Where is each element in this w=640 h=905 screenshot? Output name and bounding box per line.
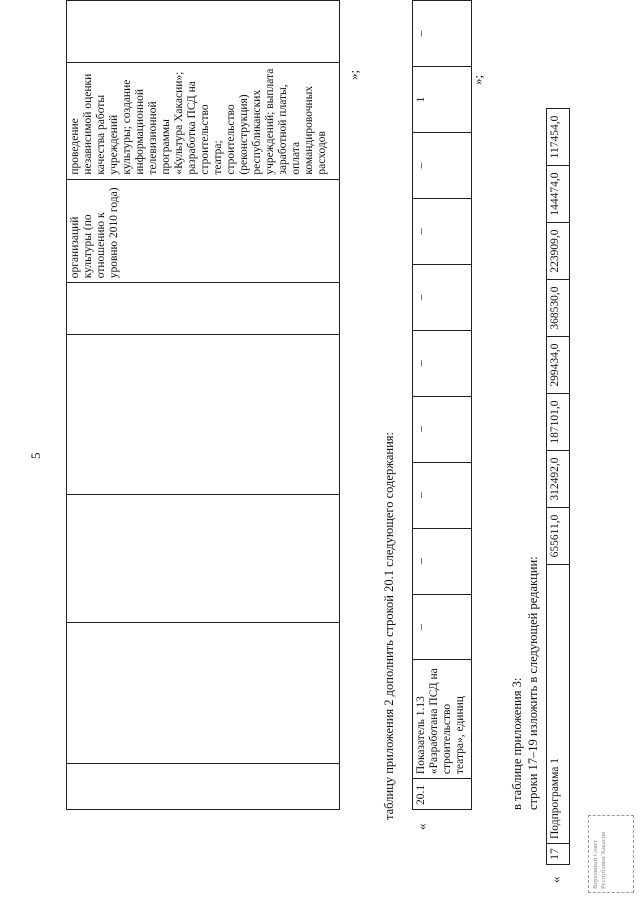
table-cell (67, 283, 340, 334)
table-cell (67, 623, 340, 764)
closing-quote: »; (470, 74, 485, 85)
value-cell: 1 (413, 67, 472, 133)
value-cell: 299434,0 (547, 337, 570, 394)
opening-quote: « (548, 876, 563, 883)
table-continued (66, 0, 340, 810)
registration-stamp: Верховный Совет Республики Хакасия (588, 815, 634, 893)
table-row (67, 1, 340, 810)
paragraph-table3-intro-2: строки 17–19 изложить в следующей редакции: (526, 556, 540, 810)
table-cell (67, 1, 340, 63)
indicator-cell: Показатель 1.13 «Разработана ПСД на строительство театра», единиц (413, 660, 472, 779)
table-row (547, 109, 570, 865)
table-cell (67, 495, 340, 623)
row-number: 17 (547, 844, 570, 865)
page-number: 5 (28, 452, 43, 459)
opening-quote: « (414, 823, 429, 830)
table-row (413, 1, 472, 810)
value-cell: 655611,0 (547, 508, 570, 565)
value-cell: 312492,0 (547, 451, 570, 508)
value-cell: 144474,0 (547, 166, 570, 223)
closing-quote: »; (346, 69, 361, 80)
value-cell: – (413, 396, 472, 462)
value-cell: 368530,0 (547, 280, 570, 337)
value-cell: – (413, 132, 472, 198)
value-cell: – (413, 264, 472, 330)
table-row-20-1 (412, 0, 472, 810)
value-cell: 117454,0 (547, 109, 570, 166)
table-rows-17-19 (546, 108, 570, 865)
row-number: 20.1 (413, 779, 472, 810)
value-cell: – (413, 198, 472, 264)
measures-text-cell: проведение независимой оценки качества работы учреждений культуры; создание информационной телевизионной программы «Культура Хакасии»; разработка ПСД на строительство театра; строительство (реконструкция) республиканских учреждений; выплата заработной платы, оплата командировочных расходов (67, 63, 340, 179)
value-cell: 187101,0 (547, 394, 570, 451)
value-cell: 223909,0 (547, 223, 570, 280)
table-cell (67, 764, 340, 810)
paragraph-table2-intro: таблицу приложения 2 дополнить строкой 20.1 следующего содержания: (382, 432, 396, 820)
value-cell: – (413, 594, 472, 660)
table-cell (67, 334, 340, 494)
subprogram-name: Подпрограмма 1 (547, 565, 570, 844)
paragraph-table3-intro-1: в таблице приложения 3: (510, 677, 524, 810)
value-cell: – (413, 330, 472, 396)
value-cell: – (413, 462, 472, 528)
goal-text-cell: организаций культуры (по отношению к уровню 2010 года) (67, 179, 340, 283)
value-cell: – (413, 1, 472, 67)
value-cell: – (413, 528, 472, 594)
